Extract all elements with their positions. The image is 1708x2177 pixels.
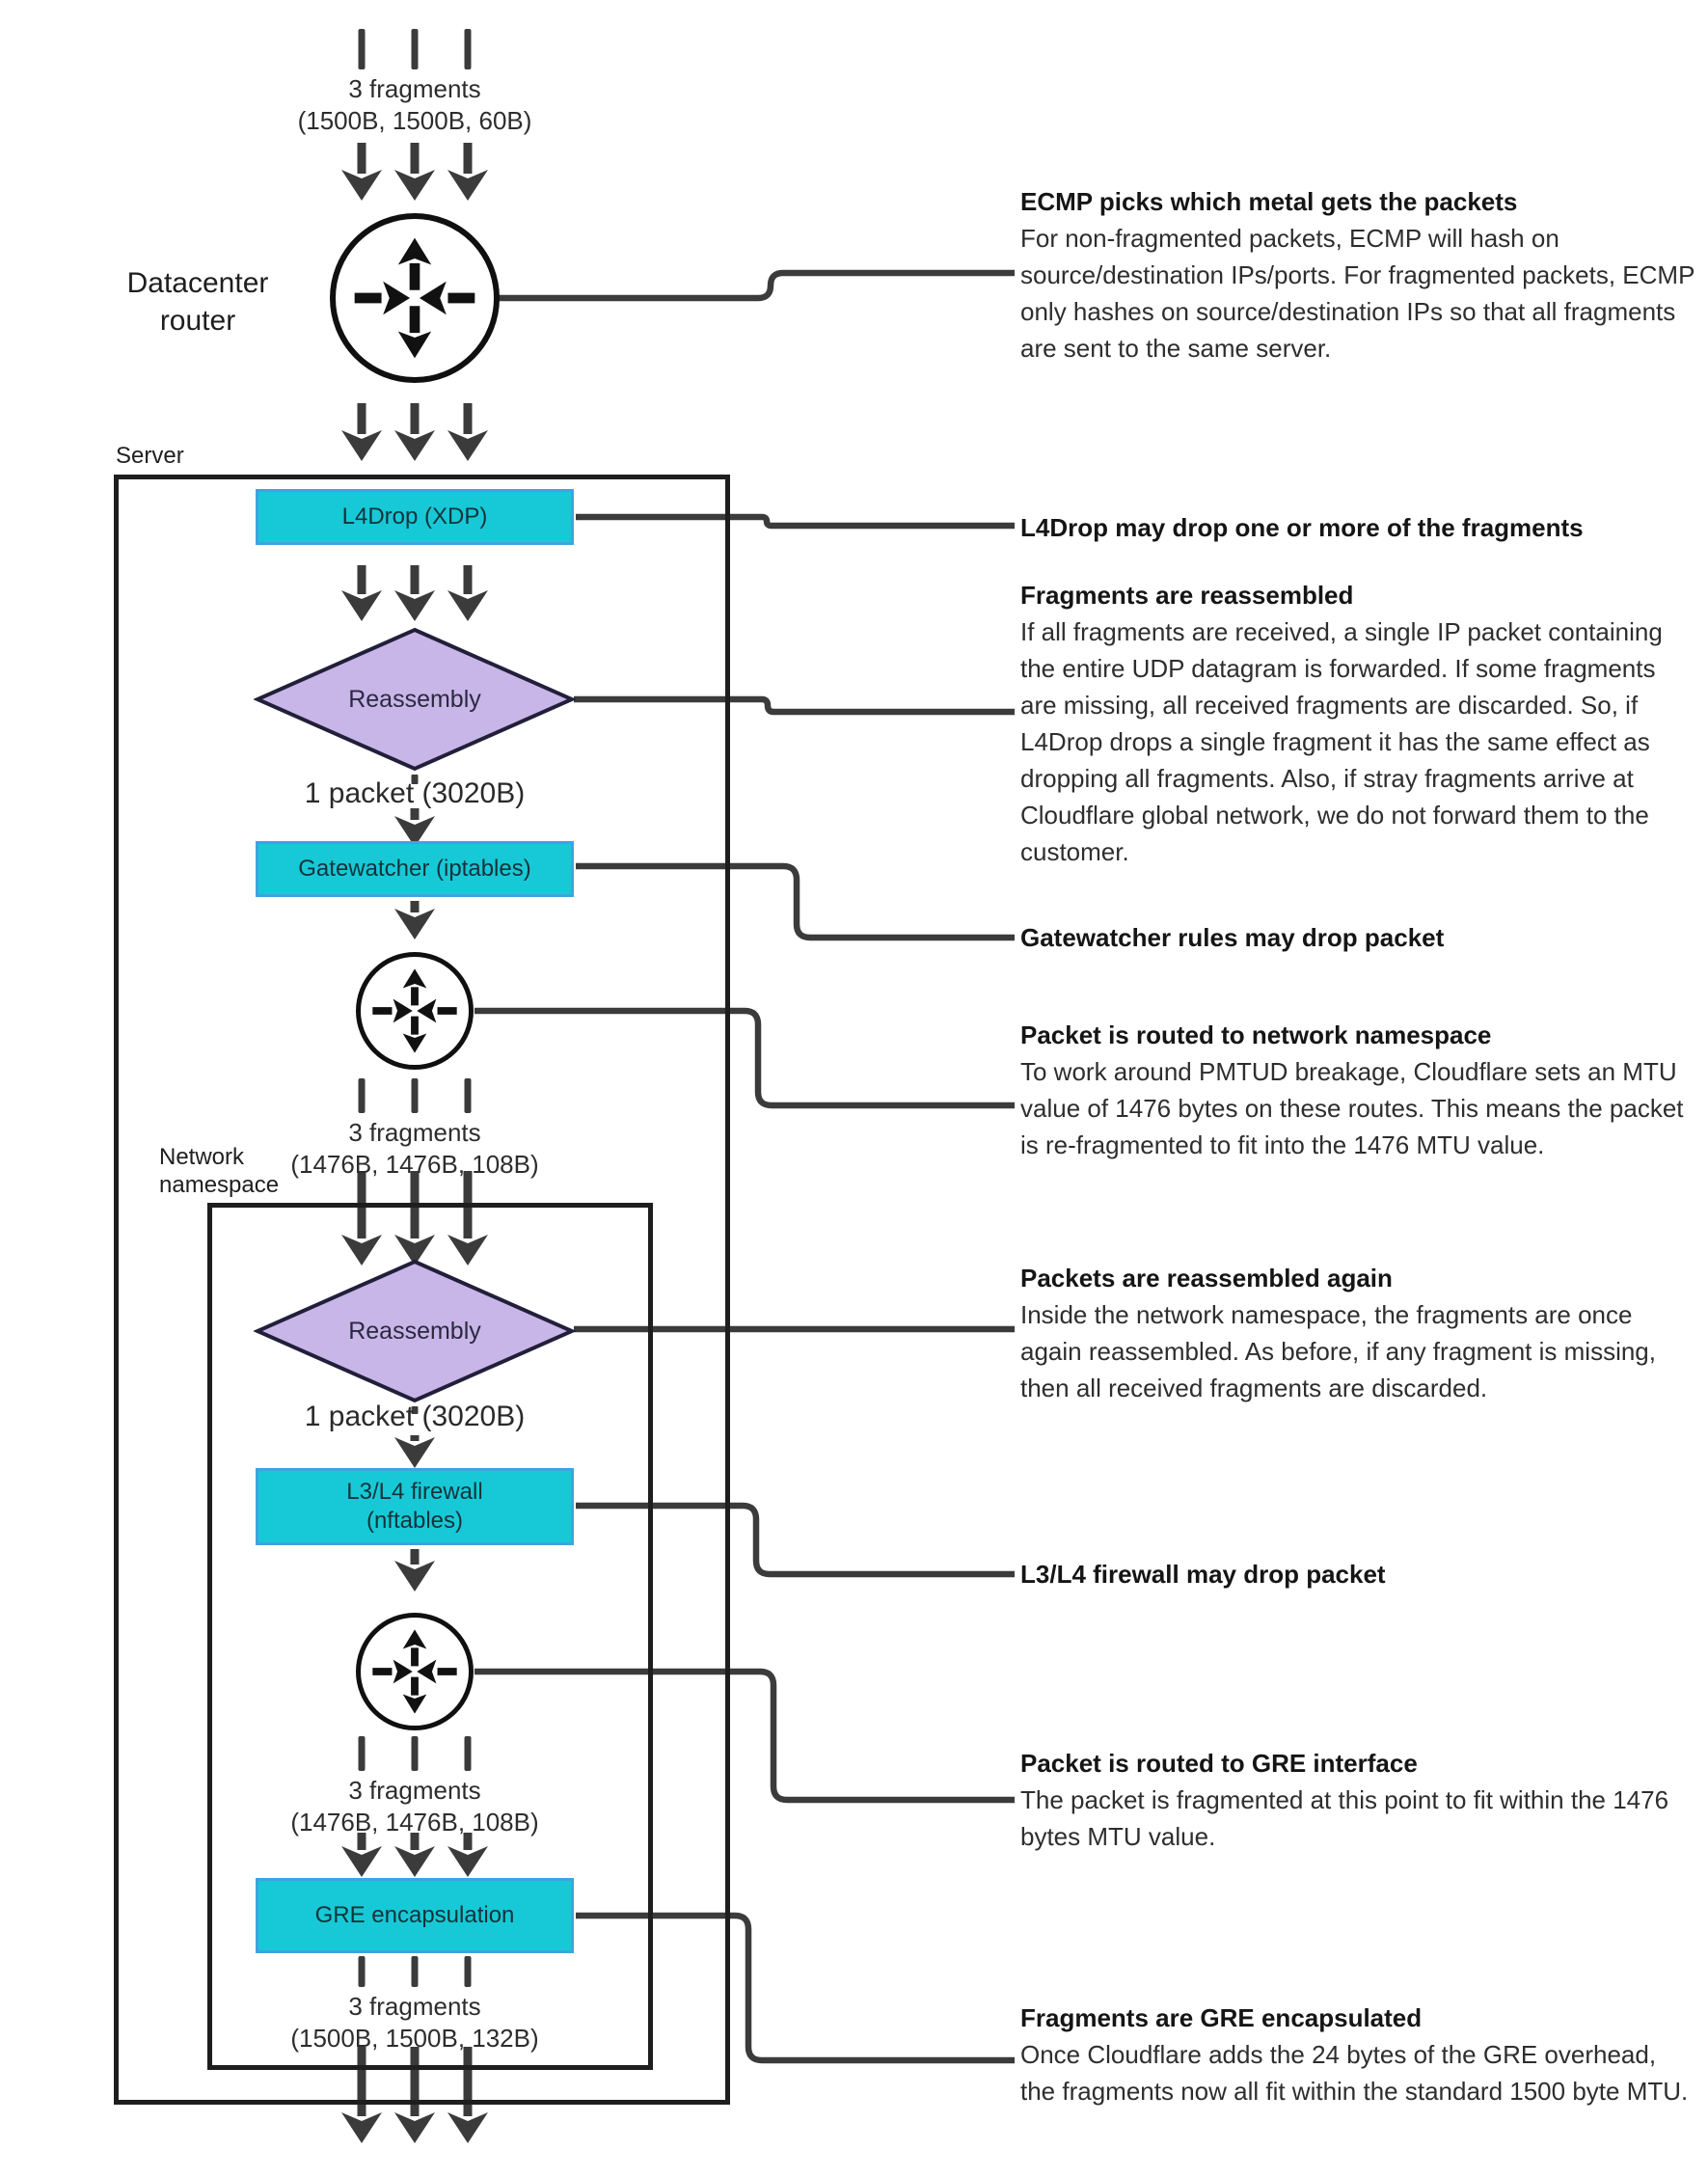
- reassembly-node-1: [254, 627, 576, 772]
- annotation-title: Packets are reassembled again: [1020, 1264, 1393, 1293]
- fragments-sizes: (1476B, 1476B, 108B): [290, 1808, 539, 1837]
- annotation-body: To work around PMTUD breakage, Cloudflare sets an MTU value of 1476 bytes on these routes. This means the packet is re-fragmented to fit into the 1476 MTU value.: [1020, 1057, 1684, 1159]
- annotation-body: For non-fragmented packets, ECMP will hash on source/destination IPs/ports. For fragmented packets, ECMP only hashes on source/destination IPs so that all fragments are sent to the same server.: [1020, 224, 1694, 363]
- namespace-label: Network namespace: [159, 1144, 280, 1198]
- router-arrows-icon: [361, 957, 469, 1065]
- datacenter-router-icon: [330, 213, 500, 383]
- connector-ecmp: [498, 273, 1015, 298]
- gre-node: [256, 1878, 574, 1953]
- fragments-count: 3 fragments: [348, 1992, 481, 2021]
- annotation-title: Fragments are reassembled: [1020, 581, 1354, 610]
- annotation-body: Inside the network namespace, the fragments are once again reassembled. As before, if any fragment is missing, then all received fragments are discarded.: [1020, 1300, 1656, 1402]
- router-icon-3: [356, 1613, 474, 1730]
- annotation-gatewatcher: [1020, 919, 1695, 956]
- annotation-firewall: [1020, 1556, 1695, 1592]
- stage2-fragments-label: [241, 1117, 588, 1181]
- packet2-label: 1 packet (3020B): [304, 1401, 526, 1432]
- annotation-title: ECMP picks which metal gets the packets: [1020, 187, 1518, 216]
- annotation-gre-encapsulated: [1020, 2000, 1695, 2109]
- annotation-body: Once Cloudflare adds the 24 bytes of the GRE overhead, the fragments now all fit within the standard 1500 byte MTU.: [1020, 2040, 1689, 2106]
- stage3-fragments-label: [241, 1775, 588, 1838]
- firewall-label-line2: (nftables): [366, 1508, 464, 1534]
- router-arrows-icon: [336, 219, 494, 377]
- annotation-reassembled-again: [1020, 1260, 1695, 1406]
- annotation-routed-namespace: [1020, 1017, 1695, 1163]
- server-label: Server: [116, 443, 184, 469]
- annotation-routed-gre: [1020, 1745, 1695, 1855]
- reassembly-label: Reassembly: [348, 1317, 481, 1345]
- annotation-title: Fragments are GRE encapsulated: [1020, 2003, 1423, 2032]
- gre-label: GRE encapsulation: [314, 1902, 515, 1928]
- router-arrows-icon: [361, 1618, 469, 1726]
- annotation-title: Gatewatcher rules may drop packet: [1020, 923, 1445, 952]
- gatewatcher-label: Gatewatcher (iptables): [298, 856, 531, 882]
- annotation-body: The packet is fragmented at this point to fit within the 1476 bytes MTU value.: [1020, 1785, 1669, 1851]
- annotation-title: Packet is routed to GRE interface: [1020, 1749, 1418, 1778]
- l4drop-label: L4Drop (XDP): [341, 503, 488, 530]
- reassembly-node-2: [254, 1259, 576, 1403]
- fragments-sizes: (1476B, 1476B, 108B): [290, 1150, 539, 1179]
- annotation-title: L4Drop may drop one or more of the fragments: [1020, 513, 1584, 542]
- firewall-label-line1: L3/L4 firewall: [346, 1479, 483, 1505]
- stage1-fragments-label: [241, 73, 588, 137]
- annotation-l4drop: [1020, 509, 1695, 546]
- router-icon-2: [356, 952, 474, 1070]
- datacenter-router-label: Datacenter router: [126, 267, 269, 337]
- packet1-label: 1 packet (3020B): [304, 777, 526, 809]
- fragments-sizes: (1500B, 1500B, 60B): [297, 106, 532, 135]
- fragments-count: 3 fragments: [348, 1118, 481, 1147]
- annotation-reassembled: [1020, 577, 1695, 870]
- annotation-title: Packet is routed to network namespace: [1020, 1020, 1492, 1049]
- reassembly-label: Reassembly: [348, 685, 481, 713]
- firewall-label: [346, 1478, 482, 1536]
- stage4-fragments-label: [241, 1991, 588, 2055]
- fragments-sizes: (1500B, 1500B, 132B): [290, 2024, 539, 2053]
- annotation-ecmp: [1020, 183, 1695, 367]
- l4drop-node: [256, 489, 574, 545]
- gatewatcher-node: [256, 841, 574, 897]
- fragments-count: 3 fragments: [348, 1776, 481, 1805]
- annotation-title: L3/L4 firewall may drop packet: [1020, 1560, 1386, 1589]
- annotation-body: If all fragments are received, a single IP packet containing the entire UDP datagram is forwarded. If some fragments are missing, all received fragments are discarded. So, if L4Drop drops a single fragment it has the same effect as dropping all fragments. Also, if stray fragments arrive at Cloudflare global network, we do not forward them to the customer.: [1020, 617, 1663, 866]
- firewall-node: [256, 1468, 574, 1545]
- fragments-count: 3 fragments: [348, 74, 481, 103]
